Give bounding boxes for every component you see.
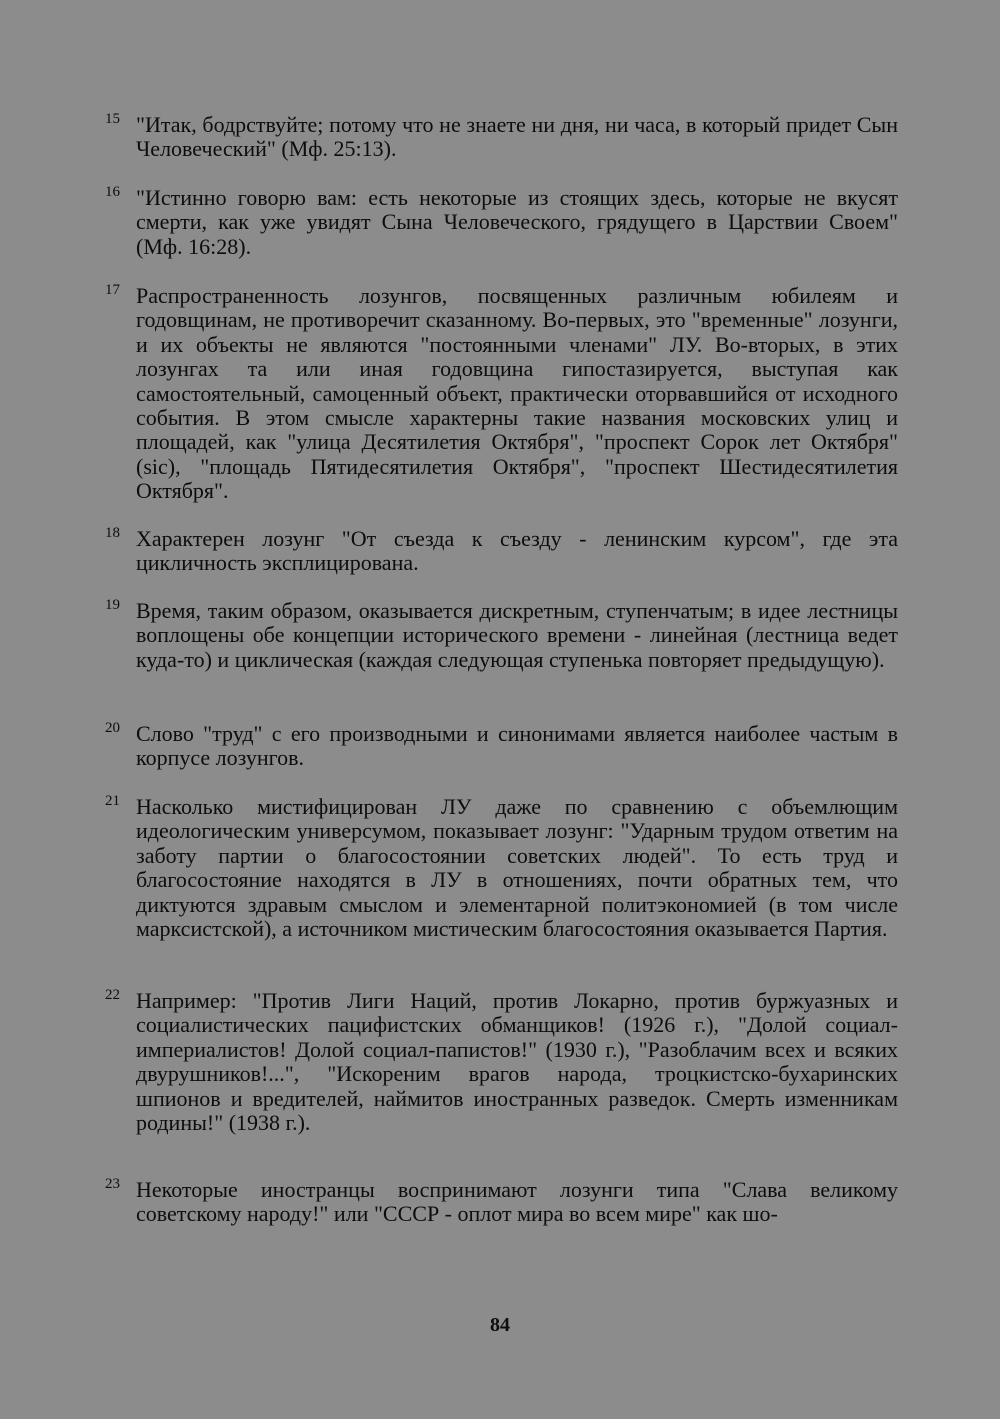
footnote-number: 16 (105, 184, 120, 200)
footnote-number: 18 (105, 525, 120, 541)
footnote-20 (105, 722, 898, 771)
footnote-text: Характерен лозунг "От съезда к съезду - ленинским курсом", где эта цикличность эксплицирована. (136, 526, 898, 576)
footnote-text: Насколько мистифицирован ЛУ даже по сравнению с объемлющим идеологическим универсумом, показывает лозунг: "Ударным трудом ответим на заботу партии о благосостоянии советских людей". То есть труд и благосостояние находятся в ЛУ в отношениях, почти обратных тем, что диктуются здравым смыслом и элементарной политэкономией (в том числе марксистской), а источником мистическим благосостояния оказывается Партия. (136, 794, 898, 942)
footnote-text: Слово "труд" с его производными и синонимами является наиболее частым в корпусе лозунгов. (136, 721, 898, 771)
footnote-text: Распространенность лозунгов, посвященных различным юбилеям и годовщинам, не противоречит сказанному. Во-первых, это "временные" лозунги, и их объекты не являются "постоянными членами" ЛУ. Во-вторых, в этих лозунгах та или иная годовщина гипостазируется, выступая как самостоятельный, самоценный объект, практически оторвавшийся от исходного события. В этом смысле характерны такие названия московских улиц и площадей, как "улица Десятилетия Октября", "проспект Сорок лет Октября" (sic), "площадь Пятидесятилетия Октября", "проспект Шестидесятилетия Октября". (136, 283, 898, 504)
footnote-number: 17 (105, 282, 120, 298)
footnote-23 (105, 1178, 898, 1227)
footnote-number: 22 (105, 987, 120, 1003)
footnote-number: 21 (105, 793, 120, 809)
footnote-text: Некоторые иностранцы воспринимают лозунги типа "Слава великому советскому народу!" или "СССР - оплот мира во всем мире" как шо- (136, 1177, 898, 1227)
page-number: 84 (490, 1314, 510, 1336)
footnote-text: Например: "Против Лиги Наций, против Локарно, против буржуазных и социалистических пацифистских обманщиков! (1926 г.), "Долой социал-империалистов! Долой социал-папистов!" (1930 г.), "Разоблачим всех и всяких двурушников!...", "Искореним врагов народа, троцкистско-бухаринских шпионов и вредителей, наймитов иностранных разведок. Смерть изменникам родины!" (1938 г.). (136, 988, 898, 1136)
footnote-number: 20 (105, 720, 120, 736)
footnote-number: 23 (105, 1176, 120, 1192)
footnote-text: Время, таким образом, оказывается дискретным, ступенчатым; в идее лестницы воплощены обе концепции исторического времени - линейная (лестница ведет куда-то) и циклическая (каждая следующая ступенька повторяет предыдущую). (136, 598, 898, 672)
footnote-22 (105, 989, 898, 1135)
footnote-18 (105, 527, 898, 576)
footnote-19 (105, 599, 898, 672)
footnote-15 (105, 113, 898, 162)
footnote-text: "Истинно говорю вам: есть некоторые из стоящих здесь, которые не вкусят смерти, как уже увидят Сына Человеческого, грядущего в Царствии Своем" (Мф. 16:28). (136, 185, 898, 259)
footnote-16 (105, 186, 898, 259)
footnote-21 (105, 795, 898, 941)
footnote-number: 19 (105, 597, 120, 613)
footnote-number: 15 (105, 111, 120, 127)
footnote-text: "Итак, бодрствуйте; потому что не знаете ни дня, ни часа, в который придет Сын Человеческий" (Мф. 25:13). (136, 112, 898, 162)
footnote-17 (105, 284, 898, 504)
